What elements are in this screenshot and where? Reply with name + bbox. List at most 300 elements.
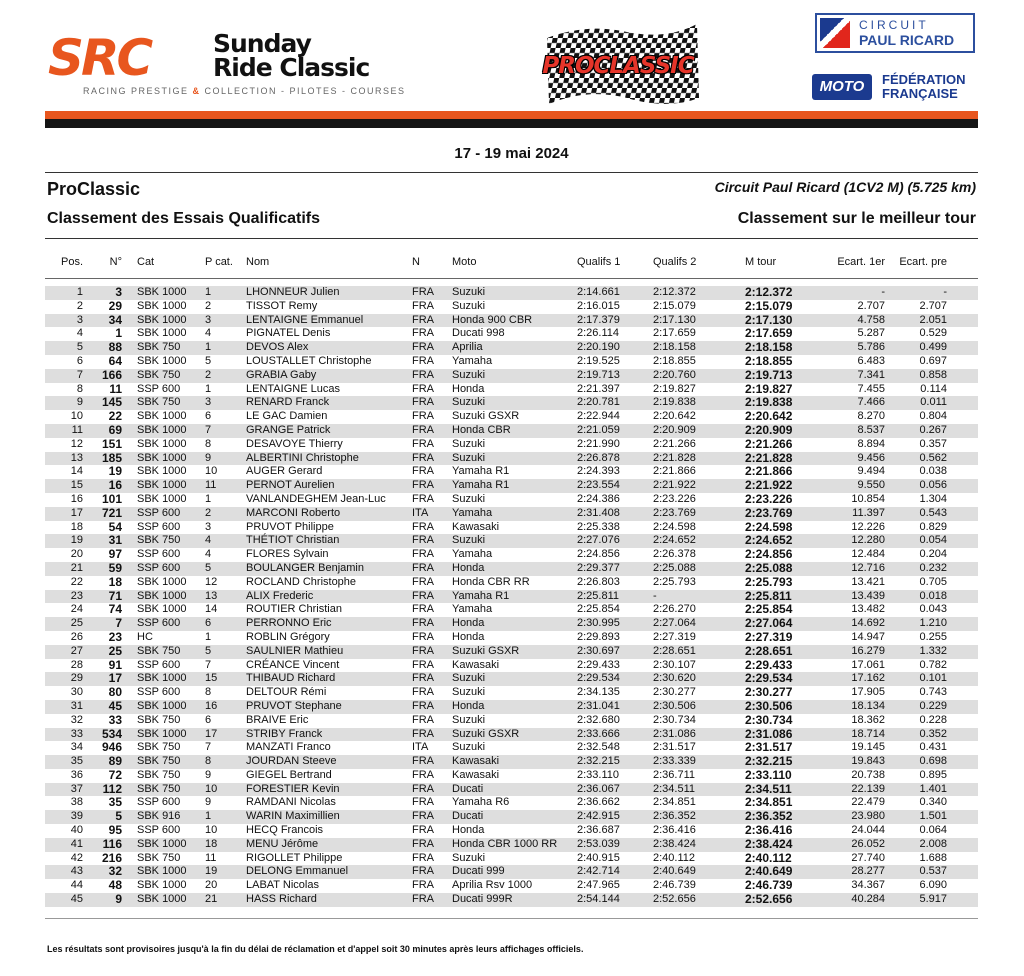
table-row xyxy=(45,548,978,562)
cell-gap-first: 18.134 xyxy=(851,699,885,712)
cell-num: 32 xyxy=(108,864,122,879)
cell-gap-first: 22.139 xyxy=(851,782,885,795)
cell-gap-first: 4.758 xyxy=(857,313,885,326)
cell-qualifs-2: 2:23.226 xyxy=(653,492,696,505)
cell-gap-first: 23.980 xyxy=(851,810,885,823)
table-row xyxy=(45,879,978,893)
cell-qualifs-2: 2:20.642 xyxy=(653,410,696,423)
cell-gap-previous: 0.064 xyxy=(919,824,947,837)
cell-gap-first: 26.052 xyxy=(851,837,885,850)
cell-gap-first: 7.466 xyxy=(857,396,885,409)
cell-moto: Suzuki xyxy=(452,686,486,699)
cell-pos: 36 xyxy=(70,768,83,781)
cell-pcat: 8 xyxy=(205,755,212,768)
cell-pos: 28 xyxy=(70,658,83,671)
cell-num: 9 xyxy=(115,892,122,907)
cell-qualifs-1: 2:21.397 xyxy=(577,382,620,395)
col-header-gap-first: Ecart. 1er xyxy=(837,256,885,268)
cell-qualifs-1: 2:30.995 xyxy=(577,617,620,630)
src-logo-title-line-2: Ride Classic xyxy=(213,53,370,82)
cell-qualifs-2: 2:20.760 xyxy=(653,368,696,381)
cell-best-lap: 2:30.277 xyxy=(745,685,793,700)
cell-pcat: 13 xyxy=(205,589,218,602)
cell-num: 35 xyxy=(108,795,122,810)
cell-num: 33 xyxy=(108,712,122,727)
cell-gap-previous: 0.562 xyxy=(919,451,947,464)
cell-cat: SSP 600 xyxy=(137,506,181,519)
cell-pcat: 7 xyxy=(205,658,212,671)
cell-pcat: 3 xyxy=(205,396,212,409)
cell-num: 19 xyxy=(108,464,122,479)
cell-nation: FRA xyxy=(412,299,434,312)
table-row xyxy=(45,341,978,355)
cell-nom: GRABIA Gaby xyxy=(246,368,317,381)
cell-cat: SBK 750 xyxy=(137,755,181,768)
ffm-line-1: FÉDÉRATION xyxy=(882,72,966,87)
series-title: ProClassic xyxy=(47,179,141,199)
cell-nation: ITA xyxy=(412,506,429,519)
cell-qualifs-2: 2:20.909 xyxy=(653,423,696,436)
cell-pcat: 9 xyxy=(205,768,212,781)
cell-pcat: 4 xyxy=(205,548,212,561)
cell-moto: Suzuki GSXR xyxy=(452,410,520,423)
table-row xyxy=(45,728,978,742)
cell-moto: Kawasaki xyxy=(452,755,500,768)
divider xyxy=(45,172,978,173)
cell-gap-previous: 0.229 xyxy=(919,699,947,712)
cell-num: 116 xyxy=(102,836,122,851)
cell-qualifs-2: 2:23.769 xyxy=(653,506,696,519)
cell-qualifs-2: 2:33.339 xyxy=(653,755,696,768)
cell-qualifs-1: 2:42.714 xyxy=(577,865,620,878)
cell-num: 95 xyxy=(108,823,122,838)
cell-best-lap: 2:25.811 xyxy=(745,588,792,603)
cell-qualifs-2: 2:19.838 xyxy=(653,396,696,409)
cell-cat: SBK 750 xyxy=(137,534,181,547)
event-date: 17 - 19 mai 2024 xyxy=(454,145,569,162)
cell-qualifs-2: 2:24.652 xyxy=(653,534,696,547)
cell-num: 74 xyxy=(108,602,122,617)
cell-gap-previous: 2.707 xyxy=(919,299,947,312)
cell-nom: STRIBY Franck xyxy=(246,727,323,740)
cell-pcat: 21 xyxy=(205,893,218,906)
cell-nom: ALIX Frederic xyxy=(246,589,314,602)
cell-moto: Honda xyxy=(452,824,485,837)
cell-best-lap: 2:21.828 xyxy=(745,450,793,465)
table-row xyxy=(45,355,978,369)
cell-pcat: 3 xyxy=(205,313,212,326)
cell-nation: FRA xyxy=(412,354,434,367)
table-row xyxy=(45,700,978,714)
cell-nom: PRUVOT Philippe xyxy=(246,520,334,533)
table-row xyxy=(45,865,978,879)
cell-cat: SBK 1000 xyxy=(137,423,187,436)
cell-qualifs-1: 2:36.662 xyxy=(577,796,620,809)
cell-qualifs-2: 2:26.270 xyxy=(653,603,696,616)
cell-num: 59 xyxy=(108,560,122,575)
cell-nom: ROBLIN Grégory xyxy=(246,630,330,643)
cell-qualifs-1: 2:42.915 xyxy=(577,810,620,823)
cell-moto: Yamaha xyxy=(452,354,493,367)
cell-cat: SSP 600 xyxy=(137,617,181,630)
cell-qualifs-1: 2:27.076 xyxy=(577,534,620,547)
cell-moto: Suzuki xyxy=(452,534,486,547)
cell-num: 69 xyxy=(108,422,122,437)
cell-qualifs-1: 2:32.215 xyxy=(577,755,620,768)
cell-moto: Suzuki xyxy=(452,451,486,464)
col-header-nation: N xyxy=(412,256,420,268)
table-row xyxy=(45,590,978,604)
cell-qualifs-2: 2:12.372 xyxy=(653,286,696,298)
cell-cat: SBK 750 xyxy=(137,782,181,795)
cell-pos: 11 xyxy=(71,423,83,436)
cell-gap-previous: 0.543 xyxy=(919,506,947,519)
proclassic-logo xyxy=(527,18,709,110)
cell-qualifs-1: 2:29.893 xyxy=(577,630,620,643)
cell-cat: SBK 1000 xyxy=(137,865,187,878)
table-row xyxy=(45,838,978,852)
src-logo-title xyxy=(213,29,370,82)
cell-qualifs-2: 2:26.378 xyxy=(653,548,696,561)
cell-qualifs-2: 2:40.112 xyxy=(653,851,696,864)
cell-num: 216 xyxy=(101,850,122,865)
circuit-paul-ricard-logo xyxy=(815,13,975,53)
cell-num: 7 xyxy=(115,616,122,631)
cell-moto: Honda 900 CBR xyxy=(452,313,533,326)
cell-pos: 9 xyxy=(76,396,83,409)
cell-gap-first: 9.494 xyxy=(857,465,885,478)
cell-gap-previous: 0.697 xyxy=(919,354,947,367)
cell-pos: 35 xyxy=(70,755,83,768)
cell-pcat: 5 xyxy=(205,354,212,367)
table-row xyxy=(45,893,978,907)
cell-gap-previous: 0.101 xyxy=(919,672,947,685)
cell-cat: SBK 1000 xyxy=(137,299,187,312)
cell-qualifs-1: 2:17.379 xyxy=(577,313,620,326)
cell-gap-previous: 0.357 xyxy=(919,437,947,450)
cell-nom: HASS Richard xyxy=(246,893,317,906)
cell-nation: FRA xyxy=(412,410,434,423)
table-row xyxy=(45,686,978,700)
cell-num: 91 xyxy=(108,657,122,672)
cell-gap-previous: 0.829 xyxy=(919,520,947,533)
cell-pos: 32 xyxy=(70,713,83,726)
cell-num: 97 xyxy=(108,547,122,562)
cell-qualifs-2: 2:17.659 xyxy=(653,327,696,340)
cell-pos: 29 xyxy=(70,672,83,685)
cell-moto: Suzuki GSXR xyxy=(452,727,520,740)
cell-nation: FRA xyxy=(412,851,434,864)
cell-pos: 17 xyxy=(70,506,83,519)
cell-nom: RENARD Franck xyxy=(246,396,330,409)
table-row xyxy=(45,396,978,410)
cell-nom: LE GAC Damien xyxy=(246,410,328,423)
cell-cat: SBK 750 xyxy=(137,713,181,726)
cell-moto: Yamaha xyxy=(452,506,493,519)
divider xyxy=(45,238,978,239)
cell-pos: 4 xyxy=(76,327,83,340)
cell-pos: 16 xyxy=(70,492,83,505)
results-table xyxy=(45,286,978,907)
cell-qualifs-2: 2:34.511 xyxy=(653,782,696,795)
cell-gap-previous: 0.705 xyxy=(919,575,947,588)
cell-qualifs-1: 2:30.697 xyxy=(577,644,620,657)
cell-nom: GRANGE Patrick xyxy=(246,423,331,436)
cell-moto: Yamaha xyxy=(452,548,493,561)
proclassic-logo-text: PROCLASSIC xyxy=(542,53,694,79)
cell-nom: DELONG Emmanuel xyxy=(246,865,349,878)
cell-best-lap: 2:24.598 xyxy=(745,519,793,534)
table-row xyxy=(45,314,978,328)
cell-num: 1 xyxy=(115,326,122,341)
cell-qualifs-1: 2:20.190 xyxy=(577,341,620,354)
cell-nation: FRA xyxy=(412,465,434,478)
cell-nom: MANZATI Franco xyxy=(246,741,331,754)
cell-pos: 34 xyxy=(70,741,83,754)
cell-gap-first: 13.439 xyxy=(851,589,885,602)
cell-nom: AUGER Gerard xyxy=(246,465,323,478)
cell-pcat: 1 xyxy=(205,630,212,643)
cell-nation: FRA xyxy=(412,313,434,326)
cell-num: 5 xyxy=(115,809,122,824)
cell-best-lap: 2:40.112 xyxy=(745,850,792,865)
cell-gap-first: 17.061 xyxy=(851,658,885,671)
cell-qualifs-1: 2:24.856 xyxy=(577,548,620,561)
table-row xyxy=(45,824,978,838)
results-sheet xyxy=(45,10,978,968)
cell-num: 101 xyxy=(101,491,122,506)
cell-gap-first: 19.843 xyxy=(851,755,885,768)
cell-num: 29 xyxy=(108,298,122,313)
cell-pcat: 9 xyxy=(205,451,212,464)
cell-num: 45 xyxy=(108,698,122,713)
cell-nation: FRA xyxy=(412,548,434,561)
cell-gap-first: 8.894 xyxy=(857,437,885,450)
cell-qualifs-2: 2:40.649 xyxy=(653,865,696,878)
cell-pos: 38 xyxy=(70,796,83,809)
cell-gap-first: 9.550 xyxy=(857,479,885,492)
cell-pcat: 5 xyxy=(205,561,212,574)
cell-num: 71 xyxy=(108,588,122,603)
cell-pos: 43 xyxy=(70,865,83,878)
cell-qualifs-1: 2:32.548 xyxy=(577,741,620,754)
cell-nation: FRA xyxy=(412,768,434,781)
cell-gap-first: 28.277 xyxy=(851,865,885,878)
cell-num: 145 xyxy=(101,395,122,410)
table-row xyxy=(45,465,978,479)
cell-cat: SBK 1000 xyxy=(137,437,187,450)
cell-qualifs-2: 2:30.506 xyxy=(653,699,696,712)
src-tagline-part-b: COLLECTION - PILOTES - COURSES xyxy=(200,86,406,96)
cell-nation: FRA xyxy=(412,644,434,657)
cell-gap-first: 20.738 xyxy=(851,768,885,781)
cell-cat: SBK 1000 xyxy=(137,286,187,298)
cell-qualifs-2: 2:24.598 xyxy=(653,520,696,533)
cell-qualifs-1: 2:25.854 xyxy=(577,603,620,616)
cell-nom: PRUVOT Stephane xyxy=(246,699,342,712)
cell-num: 166 xyxy=(101,367,122,382)
circuit-title: Circuit Paul Ricard (1CV2 M) (5.725 km) xyxy=(714,179,976,195)
cell-gap-first: 17.905 xyxy=(851,686,885,699)
cell-gap-previous: 1.210 xyxy=(919,617,947,630)
cell-qualifs-2: 2:46.739 xyxy=(653,879,696,892)
cell-num: 946 xyxy=(101,740,122,755)
cell-gap-first: 10.854 xyxy=(851,492,885,505)
cell-qualifs-2: 2:36.352 xyxy=(653,810,696,823)
cell-cat: SBK 1000 xyxy=(137,327,187,340)
cell-pcat: 3 xyxy=(205,520,212,533)
cell-cat: SBK 1000 xyxy=(137,313,187,326)
cell-num: 721 xyxy=(101,505,122,520)
col-header-qualifs-1: Qualifs 1 xyxy=(577,256,621,268)
cell-pcat: 8 xyxy=(205,437,212,450)
cell-gap-first: 7.455 xyxy=(857,382,885,395)
cell-nation: FRA xyxy=(412,727,434,740)
cell-gap-first: 5.287 xyxy=(857,327,885,340)
cell-cat: SBK 750 xyxy=(137,644,181,657)
cell-pcat: 2 xyxy=(205,368,212,381)
cell-nation: FRA xyxy=(412,865,434,878)
cell-qualifs-1: 2:20.781 xyxy=(577,396,620,409)
cell-nom: THIBAUD Richard xyxy=(246,672,336,685)
cell-qualifs-1: 2:31.408 xyxy=(577,506,620,519)
cell-qualifs-1: 2:33.110 xyxy=(577,768,620,781)
cell-pos: 22 xyxy=(70,575,83,588)
cell-nom: FORESTIER Kevin xyxy=(246,782,340,795)
cell-nation: FRA xyxy=(412,589,434,602)
cell-qualifs-2: 2:36.711 xyxy=(653,768,696,781)
cell-moto: Ducati 999R xyxy=(452,893,513,906)
cell-nom: RAMDANI Nicolas xyxy=(246,796,336,809)
cell-gap-first: 19.145 xyxy=(851,741,885,754)
cell-gap-first: 17.162 xyxy=(851,672,885,685)
cell-moto: Honda xyxy=(452,561,485,574)
ffm-logo xyxy=(812,70,978,110)
cell-nation: FRA xyxy=(412,423,434,436)
cell-moto: Ducati 999 xyxy=(452,865,505,878)
cell-pos: 10 xyxy=(70,410,83,423)
cell-best-lap: 2:34.511 xyxy=(745,781,792,796)
table-row xyxy=(45,300,978,314)
cell-nom: DELTOUR Rémi xyxy=(246,686,327,699)
cell-nation: FRA xyxy=(412,437,434,450)
cell-gap-first: 24.044 xyxy=(851,824,885,837)
cell-moto: Honda xyxy=(452,699,485,712)
cell-pos: 1 xyxy=(76,286,83,298)
cell-pcat: 17 xyxy=(205,727,218,740)
cell-gap-first: 18.362 xyxy=(851,713,885,726)
cell-nation: FRA xyxy=(412,561,434,574)
cell-best-lap: 2:40.649 xyxy=(745,864,793,879)
cell-pos: 31 xyxy=(70,699,83,712)
cell-nation: FRA xyxy=(412,672,434,685)
cell-gap-previous: 0.232 xyxy=(919,561,947,574)
cell-gap-previous: 0.858 xyxy=(919,368,947,381)
cell-qualifs-2: 2:15.079 xyxy=(653,299,696,312)
cell-qualifs-2: 2:30.107 xyxy=(653,658,696,671)
cell-qualifs-2: 2:36.416 xyxy=(653,824,696,837)
table-row xyxy=(45,603,978,617)
cell-pos: 25 xyxy=(70,617,83,630)
table-row xyxy=(45,369,978,383)
cell-nation: FRA xyxy=(412,837,434,850)
cell-num: 88 xyxy=(108,340,122,355)
cell-nom: BOULANGER Benjamin xyxy=(246,561,364,574)
ranking-basis: Classement sur le meilleur tour xyxy=(737,210,976,227)
cell-nation: FRA xyxy=(412,617,434,630)
cell-nation: FRA xyxy=(412,603,434,616)
cell-pos: 5 xyxy=(76,341,83,354)
cell-num: 25 xyxy=(108,643,122,658)
cell-nom: TISSOT Remy xyxy=(246,299,318,312)
cell-nom: GIEGEL Bertrand xyxy=(246,768,332,781)
cell-cat: SBK 1000 xyxy=(137,451,187,464)
cell-pos: 42 xyxy=(70,851,83,864)
cell-pcat: 1 xyxy=(205,810,212,823)
cell-pcat: 20 xyxy=(205,879,218,892)
cell-gap-first: 40.284 xyxy=(851,893,885,906)
cell-qualifs-1: 2:26.878 xyxy=(577,451,620,464)
cell-pcat: 15 xyxy=(205,672,218,685)
cell-gap-previous: 1.332 xyxy=(919,644,947,657)
cell-moto: Yamaha R1 xyxy=(452,589,510,602)
cell-gap-previous: 0.018 xyxy=(919,589,947,602)
cell-num: 185 xyxy=(101,450,122,465)
cell-nation: FRA xyxy=(412,396,434,409)
cell-gap-previous: 0.043 xyxy=(919,603,947,616)
cell-qualifs-1: 2:25.338 xyxy=(577,520,620,533)
cell-gap-previous: 0.537 xyxy=(919,865,947,878)
cell-best-lap: 2:25.854 xyxy=(745,602,793,617)
cell-pcat: 7 xyxy=(205,741,212,754)
cell-qualifs-2: 2:30.734 xyxy=(653,713,696,726)
cell-qualifs-1: 2:24.393 xyxy=(577,465,620,478)
table-row xyxy=(45,672,978,686)
cell-best-lap: 2:28.651 xyxy=(745,643,793,658)
cell-pos: 39 xyxy=(70,810,83,823)
cell-gap-previous: 1.401 xyxy=(919,782,947,795)
cell-qualifs-2: 2:34.851 xyxy=(653,796,696,809)
cell-num: 64 xyxy=(108,353,122,368)
cell-nom: SAULNIER Mathieu xyxy=(246,644,344,657)
table-row xyxy=(45,617,978,631)
cell-cat: SSP 600 xyxy=(137,658,181,671)
cell-gap-previous: 0.204 xyxy=(919,548,947,561)
table-row xyxy=(45,714,978,728)
cell-pos: 24 xyxy=(70,603,83,616)
cell-qualifs-1: 2:36.067 xyxy=(577,782,620,795)
cell-qualifs-1: 2:24.386 xyxy=(577,492,620,505)
cell-nom: HECQ Francois xyxy=(246,824,324,837)
cell-pos: 19 xyxy=(70,534,83,547)
cell-gap-previous: 6.090 xyxy=(919,879,947,892)
cell-qualifs-2: 2:27.319 xyxy=(653,630,696,643)
cell-qualifs-1: 2:36.687 xyxy=(577,824,620,837)
cell-best-lap: 2:19.838 xyxy=(745,395,793,410)
cell-qualifs-2: 2:27.064 xyxy=(653,617,696,630)
cell-gap-previous: 0.431 xyxy=(919,741,947,754)
cell-qualifs-2: - xyxy=(653,589,657,602)
cell-moto: Kawasaki xyxy=(452,768,500,781)
cell-num: 16 xyxy=(108,478,122,493)
header-stripe-black xyxy=(45,119,978,128)
cell-moto: Yamaha R6 xyxy=(452,796,510,809)
cell-moto: Honda xyxy=(452,617,485,630)
cell-pos: 40 xyxy=(70,824,83,837)
cell-nom: BRAIVE Eric xyxy=(246,713,309,726)
cell-moto: Honda xyxy=(452,382,485,395)
cell-pos: 41 xyxy=(70,837,83,850)
